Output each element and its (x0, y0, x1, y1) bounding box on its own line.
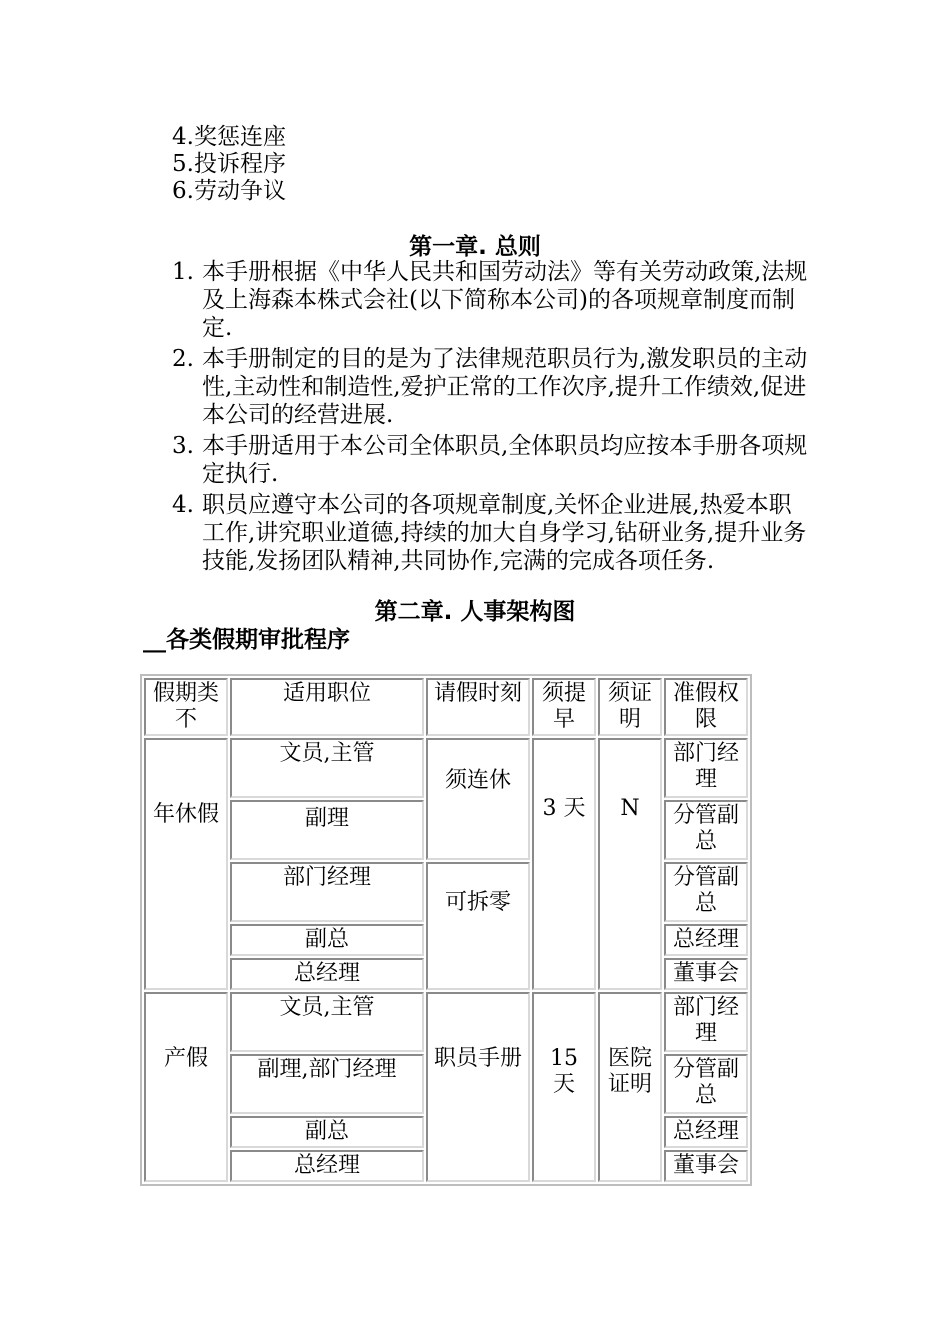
leave-approval-table (140, 674, 752, 1186)
position-cell: 副总 (230, 924, 424, 956)
position-cell: 文员,主管 (230, 738, 424, 798)
approver-cell: 分管副总 (664, 800, 748, 860)
list-text: 本手册根据《中华人民共和国劳动法》等有关劳动政策,法规及上海森本株式会社(以下简称本公司)的各项规章制度而制定. (202, 259, 808, 341)
list-item (172, 491, 812, 575)
list-item (172, 258, 812, 342)
approver-cell: 董事会 (664, 1150, 748, 1182)
days-cell: 15 天 (532, 992, 596, 1182)
toc-item (172, 178, 286, 205)
position-cell: 文员,主管 (230, 992, 424, 1052)
approver-cell: 部门经理 (664, 992, 748, 1052)
position-cell: 副理,部门经理 (230, 1054, 424, 1114)
table-row (144, 738, 748, 798)
leave-type-cell: 年休假 (144, 738, 228, 990)
table-row (144, 992, 748, 1052)
approver-cell: 董事会 (664, 958, 748, 990)
timing-cell: 职员手册 (426, 992, 530, 1182)
header-cell: 准假权限 (664, 678, 748, 736)
toc-list (172, 124, 286, 205)
header-cell: 须提早 (532, 678, 596, 736)
timing-cell: 可拆零 (426, 862, 530, 990)
toc-text: 奖惩连座 (193, 124, 286, 150)
toc-number: 6. (172, 178, 194, 204)
approver-cell: 总经理 (664, 924, 748, 956)
header-cell: 须证明 (598, 678, 662, 736)
timing-cell: 须连休 (426, 738, 530, 860)
approver-cell: 分管副总 (664, 1054, 748, 1114)
proof-cell: 医院证明 (598, 992, 662, 1182)
list-number: 3. (172, 433, 194, 459)
proof-cell: N (598, 738, 662, 990)
section-subtitle: __各类假期审批程序 (143, 627, 350, 653)
position-cell: 总经理 (230, 1150, 424, 1182)
chapter1-list (172, 258, 812, 578)
chapter1-title: 第一章. 总则 (409, 234, 541, 260)
chapter2-title: 第二章. 人事架构图 (374, 599, 576, 625)
list-number: 2. (172, 346, 194, 372)
header-cell: 假期类不 (144, 678, 228, 736)
approver-cell: 部门经理 (664, 738, 748, 798)
list-item (172, 345, 812, 429)
position-cell: 副理 (230, 800, 424, 860)
approver-cell: 总经理 (664, 1116, 748, 1148)
toc-item (172, 151, 286, 178)
list-text: 职员应遵守本公司的各项规章制度,关怀企业进展,热爱本职工作,讲究职业道德,持续的加大自身学习,钻研业务,提升业务技能,发扬团队精神,共同协作,完满的完成各项任务. (202, 492, 807, 574)
toc-text: 劳动争议 (193, 178, 286, 204)
toc-text: 投诉程序 (193, 151, 286, 177)
table-header-row (144, 678, 748, 736)
list-item (172, 432, 812, 488)
header-cell: 适用职位 (230, 678, 424, 736)
list-text: 本手册制定的目的是为了法律规范职员行为,激发职员的主动性,主动性和制造性,爱护正常的工作次序,提升工作绩效,促进本公司的经营进展. (202, 346, 808, 428)
list-text: 本手册适用于本公司全体职员,全体职员均应按本手册各项规定执行. (202, 433, 808, 487)
position-cell: 副总 (230, 1116, 424, 1148)
toc-number: 4. (172, 124, 194, 150)
leave-type-cell: 产假 (144, 992, 228, 1182)
toc-item (172, 124, 286, 151)
position-cell: 部门经理 (230, 862, 424, 922)
list-number: 1. (172, 259, 194, 285)
position-cell: 总经理 (230, 958, 424, 990)
toc-number: 5. (172, 151, 194, 177)
list-number: 4. (172, 492, 194, 518)
header-cell: 请假时刻 (426, 678, 530, 736)
days-cell: 3 天 (532, 738, 596, 990)
approver-cell: 分管副总 (664, 862, 748, 922)
